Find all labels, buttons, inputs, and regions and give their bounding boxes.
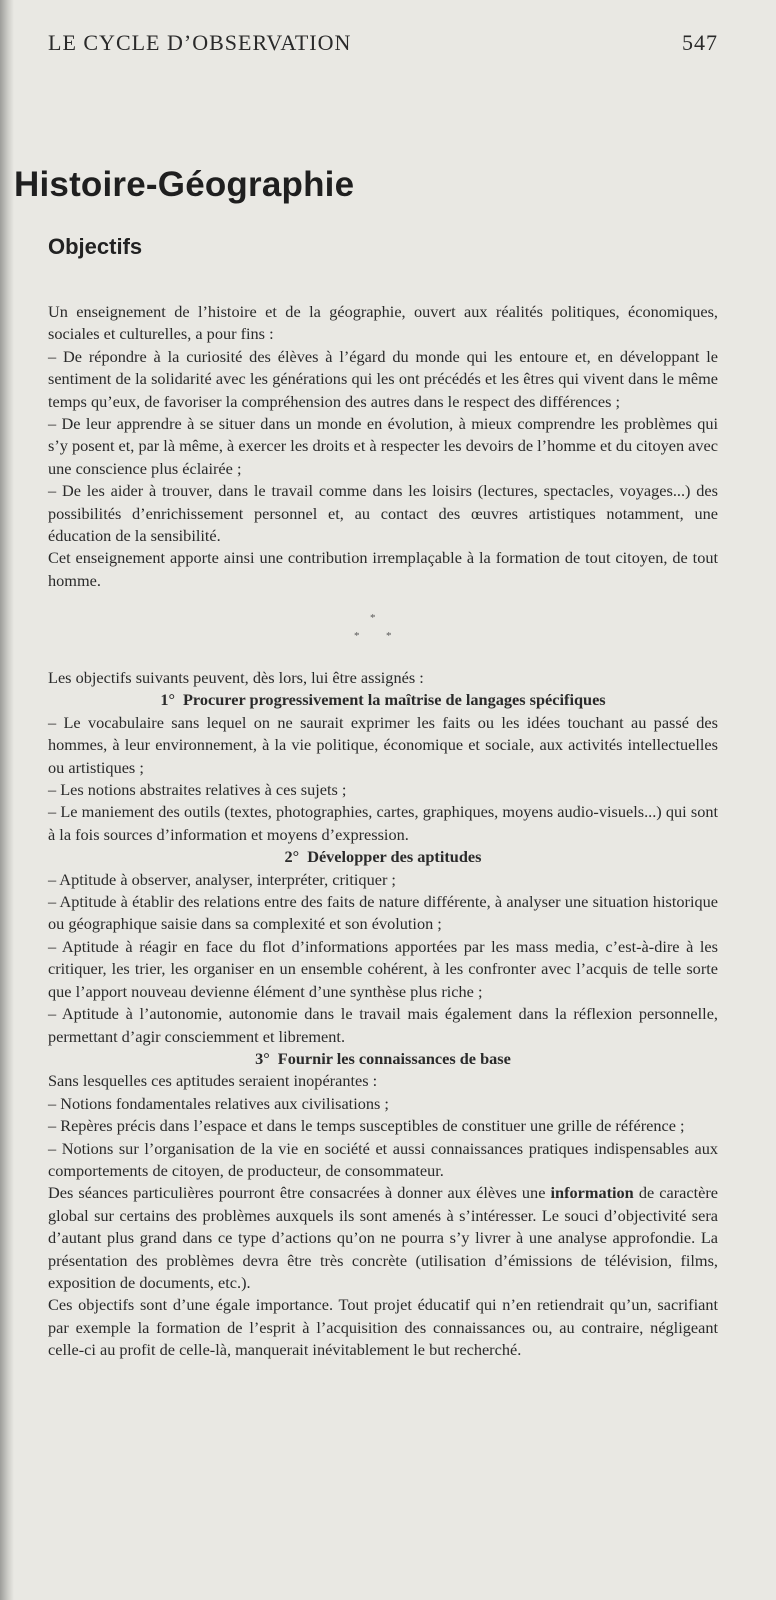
intro-block [48, 301, 718, 592]
information-bold-word: information [550, 1183, 634, 1203]
objective-number: 2° [284, 847, 300, 867]
objective-item: – Repères précis dans l’espace et dans le temps susceptibles de constituer une grille de référence ; [48, 1116, 685, 1136]
objective-item: – Aptitude à observer, analyser, interpréter, critiquer ; [48, 869, 396, 889]
objective-heading [48, 689, 718, 711]
objective-item: – Le maniement des outils (textes, photographies, cartes, graphiques, moyens audio-visuels...) qui sont à la fois sources d’information et moyens d’expression. [48, 802, 718, 844]
objective-item: Sans lesquelles ces aptitudes seraient inopérantes : [48, 1071, 378, 1091]
page-number: 547 [682, 30, 718, 55]
objective-item: – Notions sur l’organisation de la vie en société et aussi connaissances pratiques indispensables aux comportements de citoyen, de producteur, de consommateur. [48, 1138, 718, 1180]
objective-title: Développer des aptitudes [307, 847, 482, 867]
objective-heading [48, 1048, 718, 1070]
asterism-star: * [354, 630, 360, 642]
intro-paragraph: Un enseignement de l’histoire et de la géographie, ouvert aux réalités politiques, économiques, sociales et culturelles, a pour fins : [48, 302, 718, 344]
intro-paragraph: Cet enseignement apporte ainsi une contribution irremplaçable à la formation de tout citoyen, de tout homme. [48, 548, 718, 590]
information-text-before: Des séances particulières pourront être consacrées à donner aux élèves une [48, 1183, 546, 1203]
objective-item: – Notions fondamentales relatives aux civilisations ; [48, 1093, 389, 1113]
objective-title: Fournir les connaissances de base [277, 1048, 511, 1068]
objectives-intro: Les objectifs suivants peuvent, dès lors, lui être assignés : [48, 668, 424, 687]
objective-number: 3° [255, 1048, 270, 1068]
intro-paragraph: – De leur apprendre à se situer dans un monde en évolution, à mieux comprendre les problèmes qui s’y posent et, par là même, à exercer les droits et à respecter les devoirs de l’homme et du citoyen avec une conscience plus éclairée ; [48, 414, 718, 478]
running-title: LE CYCLE D’OBSERVATION [48, 30, 352, 55]
closing-paragraph: Ces objectifs sont d’une égale importance. Tout projet éducatif qui n’en retiendrait qu’un, sacrifiant par exemple la formation de l’esprit à l’acquisition des connaissances ou, au contraire, négligeant celle-ci au profit de celle-là, manquerait inévitablement le but recherché. [48, 1295, 718, 1360]
objective-item: – Aptitude à établir des relations entre des faits de nature différente, à analyser une situation historique ou géographique saisie dans sa complexité et son évolution ; [48, 892, 718, 934]
intro-paragraph: – De répondre à la curiosité des élèves à l’égard du monde qui les entoure et, en développant le sentiment de la solidarité avec les générations qui les ont précédés et les êtres qui vivent dans le même temps qu’eux, de favoriser la compréhension des autres dans le respect des différences ; [48, 346, 718, 411]
asterism-star: * [370, 612, 376, 624]
information-text-after: de caractère global sur certains des problèmes auxquels ils sont amenés à s’intéresser. Le souci d’objectivité sera d’autant plus grand dans ce type d’actions qu’on ne pourra s’y livrer à une analyse approfondie. La présentation des problèmes devra être très concrète (utilisation d’émissions de télévision, films, exposition de documents, etc.). [48, 1183, 719, 1292]
objective-heading [48, 846, 718, 868]
section-title: Histoire-Géographie [14, 165, 355, 204]
asterism-separator [340, 612, 420, 652]
page-edge-shadow [0, 0, 14, 1600]
objective-item: – Le vocabulaire sans lequel on ne saurait exprimer les faits ou les idées touchant au passé des hommes, à leur environnement, à la vie politique, économique et sociale, aux activités intellectuelles ou artistiques ; [48, 712, 718, 777]
intro-paragraph: – De les aider à trouver, dans le travail comme dans les loisirs (lectures, spectacles, voyages...) des possibilités d’enrichissement personnel et, au contact des œuvres artistiques notamment, une éducation de la sensibilité. [48, 481, 718, 546]
objective-title: Procurer progressivement la maîtrise de langages spécifiques [182, 690, 606, 710]
objective-number: 1° [160, 690, 175, 710]
objective-item: – Aptitude à l’autonomie, autonomie dans le travail mais également dans la réflexion personnelle, permettant d’agir consciemment et librement. [48, 1004, 718, 1046]
information-paragraph [48, 1182, 718, 1294]
subsection-title: Objectifs [48, 234, 143, 259]
asterism-star: * [386, 630, 392, 642]
objective-item: – Aptitude à réagir en face du flot d’informations apportées par les mass media, c’est-à-dire à les critiquer, les trier, les organiser en un ensemble cohérent, à les confronter avec l’acquis de telle sorte que l’apport nouveau devienne élément d’une synthèse plus riche ; [48, 936, 718, 1001]
objective-item: – Les notions abstraites relatives à ces sujets ; [48, 780, 347, 800]
objectives-block [48, 667, 718, 1362]
